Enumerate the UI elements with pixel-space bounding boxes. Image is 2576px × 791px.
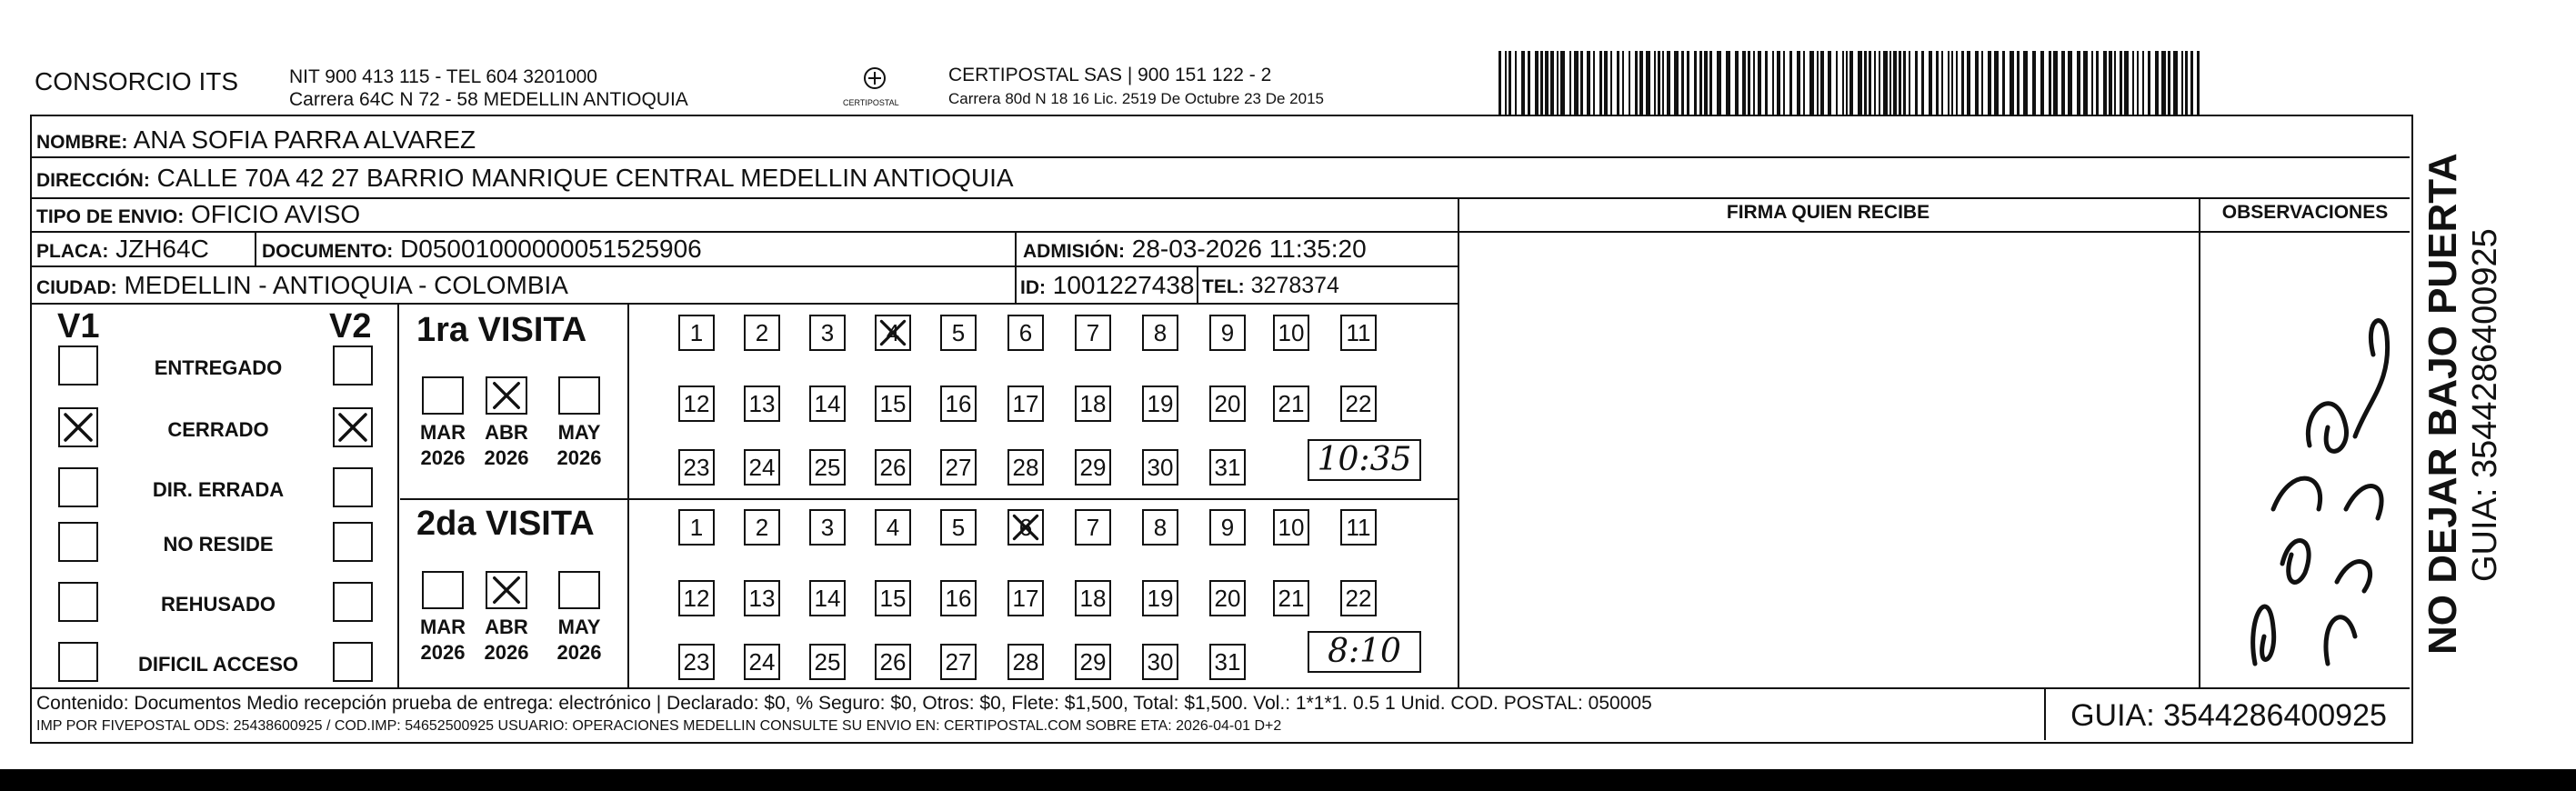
visit2-day-8[interactable]: 8	[1142, 509, 1178, 546]
carrier-info	[948, 64, 1324, 111]
visit1-day-13[interactable]: 13	[744, 385, 780, 422]
visit2-day-25[interactable]: 25	[809, 644, 846, 680]
v1-checkbox-2[interactable]	[58, 467, 98, 507]
visit1-day-3[interactable]: 3	[809, 315, 846, 351]
visit1-day-28[interactable]: 28	[1007, 449, 1044, 486]
footer-print-line: IMP POR FIVEPOSTAL ODS: 25438600925 / COD.IMP: 54652500925 USUARIO: OPERACIONES MEDELLIN CONSULTE SU ENVIO EN: CERTIPOSTAL.COM SOBRE ETA: 2026-04-01 D+2	[36, 718, 1282, 734]
visit2-day-1[interactable]: 1	[678, 509, 715, 546]
side-warning: NO DEJAR BAJO PUERTA	[2421, 153, 2465, 655]
visit2-day-18[interactable]: 18	[1075, 580, 1111, 616]
visit2-day-23[interactable]: 23	[678, 644, 715, 680]
visit2-day-24[interactable]: 24	[744, 644, 780, 680]
visit2-day-21[interactable]: 21	[1273, 580, 1309, 616]
company-line1: NIT 900 413 115 - TEL 604 3201000	[289, 66, 597, 87]
visit2-day-17[interactable]: 17	[1007, 580, 1044, 616]
visit2-day-27[interactable]: 27	[940, 644, 977, 680]
visit1-day-26[interactable]: 26	[875, 449, 911, 486]
visit1-day-19[interactable]: 19	[1142, 385, 1178, 422]
visit2-day-12[interactable]: 12	[678, 580, 715, 616]
company-line2: Carrera 64C N 72 - 58 MEDELLIN ANTIOQUIA	[289, 89, 688, 110]
visit1-day-25[interactable]: 25	[809, 449, 846, 486]
city-row	[36, 271, 568, 300]
visit1-day-6[interactable]: 6	[1007, 315, 1044, 351]
admission-row	[1023, 235, 1367, 264]
barcode	[1498, 51, 2208, 116]
city-value: MEDELLIN - ANTIOQUIA - COLOMBIA	[124, 271, 568, 299]
visit1-day-2[interactable]: 2	[744, 315, 780, 351]
visit1-day-27[interactable]: 27	[940, 449, 977, 486]
company-info	[289, 65, 688, 111]
visit1-month-label: MAY 2026	[556, 421, 602, 469]
visit1-day-20[interactable]: 20	[1209, 385, 1246, 422]
v2-label: V2	[329, 307, 372, 345]
visit2-month-label: MAR 2026	[419, 616, 466, 664]
name-label: NOMBRE:	[36, 132, 128, 153]
v1-label: V1	[57, 307, 100, 345]
document-value: D05001000000051525906	[400, 235, 702, 263]
visit1-month-label: MAR 2026	[419, 421, 466, 469]
observations-header: OBSERVACIONES	[2221, 202, 2389, 223]
v1-checkbox-3[interactable]	[58, 522, 98, 562]
visit2-day-5[interactable]: 5	[940, 509, 977, 546]
admission-label: ADMISIÓN:	[1023, 241, 1125, 262]
tel-value: 3278374	[1250, 273, 1339, 298]
visit2-month-label: ABR 2026	[484, 616, 529, 664]
visit1-day-31[interactable]: 31	[1209, 449, 1246, 486]
id-value: 1001227438	[1052, 271, 1195, 299]
visit2-day-9[interactable]: 9	[1209, 509, 1246, 546]
tel-row	[1202, 273, 1339, 299]
visit1-time: 10:35	[1308, 439, 1421, 481]
v2-checkbox-1[interactable]	[333, 407, 373, 447]
visit1-day-7[interactable]: 7	[1075, 315, 1111, 351]
address-label: DIRECCIÓN:	[36, 170, 150, 191]
v1-checkbox-5[interactable]	[58, 642, 98, 682]
visit1-title: 1ra VISITA	[416, 311, 587, 349]
visit2-title: 2da VISITA	[416, 505, 595, 543]
visit2-month-checkbox-0[interactable]	[422, 571, 464, 609]
visit2-day-31[interactable]: 31	[1209, 644, 1246, 680]
side-guia: GUIA: 3544286400925	[2466, 228, 2504, 582]
visit1-month-label: ABR 2026	[484, 421, 529, 469]
footer-content-line: Contenido: Documentos Medio recepción prueba de entrega: electrónico | Declarado: $0, % Seguro: $0, Otros: $0, Flete: $1,500, Total: $1,500. Vol.: 1*1*1. 0.5 1 Unid. COD. POSTAL: 050005	[36, 693, 1652, 714]
visit1-month-checkbox-0[interactable]	[422, 376, 464, 415]
visit2-day-4[interactable]: 4	[875, 509, 911, 546]
v2-checkbox-0[interactable]	[333, 345, 373, 385]
visit1-month-checkbox-2[interactable]	[558, 376, 600, 415]
status-label: REHUSADO	[161, 593, 276, 616]
document-label: DOCUMENTO:	[262, 241, 394, 262]
type-label: TIPO DE ENVIO:	[36, 206, 185, 227]
visit2-day-16[interactable]: 16	[940, 580, 977, 616]
status-label: DIFICIL ACCESO	[137, 653, 298, 676]
address-row	[36, 164, 1014, 193]
visit1-day-12[interactable]: 12	[678, 385, 715, 422]
admission-value: 28-03-2026 11:35:20	[1131, 235, 1367, 263]
visit2-day-29[interactable]: 29	[1075, 644, 1111, 680]
visit1-day-21[interactable]: 21	[1273, 385, 1309, 422]
company-name: CONSORCIO ITS	[35, 67, 239, 95]
visit2-day-2[interactable]: 2	[744, 509, 780, 546]
v2-checkbox-2[interactable]	[333, 467, 373, 507]
visit1-day-23[interactable]: 23	[678, 449, 715, 486]
visit2-day-22[interactable]: 22	[1340, 580, 1377, 616]
visit1-day-22[interactable]: 22	[1340, 385, 1377, 422]
visit2-day-14[interactable]: 14	[809, 580, 846, 616]
v1-checkbox-1[interactable]	[58, 407, 98, 447]
visit1-month-checkbox-1[interactable]	[486, 376, 527, 415]
visit1-day-18[interactable]: 18	[1075, 385, 1111, 422]
visit2-month-checkbox-1[interactable]	[486, 571, 527, 609]
carrier-line1: CERTIPOSTAL SAS | 900 151 122 - 2	[948, 65, 1272, 85]
carrier-line2: Carrera 80d N 18 16 Lic. 2519 De Octubre 23 De 2015	[948, 90, 1324, 107]
visit1-day-24[interactable]: 24	[744, 449, 780, 486]
visit2-month-checkbox-2[interactable]	[558, 571, 600, 609]
type-row	[36, 200, 360, 229]
visit1-day-1[interactable]: 1	[678, 315, 715, 351]
visit1-day-8[interactable]: 8	[1142, 315, 1178, 351]
visit1-day-9[interactable]: 9	[1209, 315, 1246, 351]
visit2-day-7[interactable]: 7	[1075, 509, 1111, 546]
visit1-day-17[interactable]: 17	[1007, 385, 1044, 422]
document-row	[262, 235, 702, 264]
status-label: DIR. ERRADA	[152, 478, 285, 501]
visit2-day-26[interactable]: 26	[875, 644, 911, 680]
id-row	[1020, 271, 1195, 300]
visit2-day-15[interactable]: 15	[875, 580, 911, 616]
visit2-month-label: MAY 2026	[556, 616, 602, 664]
visit1-day-16[interactable]: 16	[940, 385, 977, 422]
plate-row	[36, 235, 209, 264]
visit2-day-13[interactable]: 13	[744, 580, 780, 616]
plate-label: PLACA:	[36, 241, 109, 262]
visit1-day-14[interactable]: 14	[809, 385, 846, 422]
visit1-day-11[interactable]: 11	[1340, 315, 1377, 351]
city-label: CIUDAD:	[36, 277, 117, 298]
plate-value: JZH64C	[115, 235, 209, 263]
observations-signature	[2219, 236, 2401, 682]
visit1-day-30[interactable]: 30	[1142, 449, 1178, 486]
status-label: CERRADO	[167, 418, 269, 441]
visit2-day-10[interactable]: 10	[1273, 509, 1309, 546]
v1-checkbox-4[interactable]	[58, 582, 98, 622]
v1-checkbox-0[interactable]	[58, 345, 98, 385]
footer-guia: GUIA: 3544286400925	[2070, 698, 2387, 733]
shipment-type: OFICIO AVISO	[190, 200, 361, 228]
visit2-day-30[interactable]: 30	[1142, 644, 1178, 680]
status-label: NO RESIDE	[163, 533, 274, 556]
v2-checkbox-4[interactable]	[333, 582, 373, 622]
visit2-day-11[interactable]: 11	[1340, 509, 1377, 546]
visit2-day-6[interactable]: 6	[1007, 509, 1044, 546]
name-row	[36, 125, 476, 155]
carrier-logo-text: CERTIPOSTAL	[843, 98, 899, 107]
v2-checkbox-5[interactable]	[333, 642, 373, 682]
visit2-day-28[interactable]: 28	[1007, 644, 1044, 680]
visit1-day-4[interactable]: 4	[875, 315, 911, 351]
id-label: ID:	[1020, 277, 1046, 298]
recipient-address: CALLE 70A 42 27 BARRIO MANRIQUE CENTRAL MEDELLIN ANTIOQUIA	[156, 164, 1014, 192]
recipient-name: ANA SOFIA PARRA ALVAREZ	[133, 125, 476, 154]
visit2-day-20[interactable]: 20	[1209, 580, 1246, 616]
bottom-edge-bar	[0, 769, 2576, 791]
tel-label: TEL:	[1202, 276, 1245, 297]
visit2-day-3[interactable]: 3	[809, 509, 846, 546]
visit1-day-15[interactable]: 15	[875, 385, 911, 422]
visit1-day-29[interactable]: 29	[1075, 449, 1111, 486]
visit1-day-10[interactable]: 10	[1273, 315, 1309, 351]
visit1-day-5[interactable]: 5	[940, 315, 977, 351]
v2-checkbox-3[interactable]	[333, 522, 373, 562]
status-label: ENTREGADO	[154, 356, 283, 379]
signature-header: FIRMA QUIEN RECIBE	[1726, 202, 1930, 223]
visit2-day-19[interactable]: 19	[1142, 580, 1178, 616]
visit2-time: 8:10	[1308, 631, 1421, 673]
